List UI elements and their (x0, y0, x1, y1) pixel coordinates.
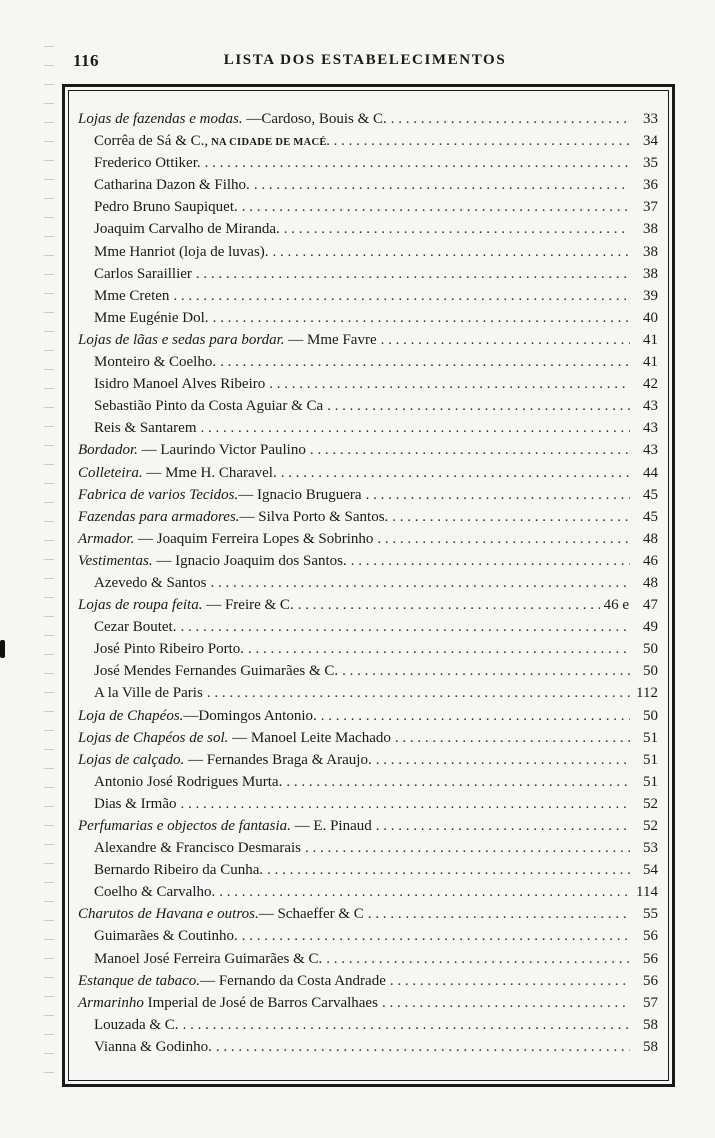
entry-proprietor: Catharina Dazon & Filho. (94, 177, 250, 194)
entry-name (78, 108, 387, 130)
page-reference-value: 50 (643, 707, 658, 724)
page-reference-value: 55 (643, 906, 658, 923)
entry-name (94, 682, 203, 704)
entry-proprietor: — Silva Porto & Santos. (239, 508, 389, 525)
list-item (78, 241, 658, 263)
entry-proprietor: Manoel José Ferreira Guimarães & C. (94, 950, 323, 967)
list-item (78, 881, 658, 903)
entry-name (78, 727, 391, 749)
entry-category: Armador. (78, 530, 135, 547)
entry-name (94, 241, 269, 263)
page-reference (634, 218, 658, 240)
page-reference-value: 42 (643, 376, 658, 393)
entry-name (78, 815, 372, 837)
entry-category: Estanque de tabaco. (78, 972, 201, 989)
list-item (78, 351, 658, 373)
dot-leader (254, 174, 630, 196)
entry-name (94, 925, 238, 947)
entry-name (94, 174, 250, 196)
page-reference-value: 52 (643, 795, 658, 812)
entry-proprietor: José Pinto Ribeiro Porto. (94, 641, 245, 658)
dot-leader (391, 108, 630, 130)
dot-leader (334, 130, 630, 152)
entry-proprietor: —Cardoso, Bouis & C. (242, 111, 387, 127)
dot-leader (342, 660, 630, 682)
entry-proprietor: Dias & Irmão (94, 795, 177, 812)
page-reference (634, 925, 658, 947)
page-reference (634, 462, 658, 484)
dot-leader (305, 837, 630, 859)
page-reference (634, 793, 658, 815)
page-reference (634, 395, 658, 417)
page-reference (634, 970, 658, 992)
entry-proprietor: Antonio José Rodrigues Murta. (94, 773, 283, 790)
page-reference (634, 859, 658, 881)
page-reference-value: 50 (643, 641, 658, 658)
list-item (78, 373, 658, 395)
page-reference-value: 56 (643, 928, 658, 945)
entry-proprietor: — Mme H. Charavel. (142, 464, 277, 481)
page-reference-value: 52 (643, 818, 658, 834)
dot-leader (267, 859, 630, 881)
dot-leader (298, 594, 600, 616)
list-item (78, 771, 658, 793)
entry-category: Lojas de Chapéos de sol. (78, 729, 229, 746)
page-reference-value: 51 (643, 729, 658, 746)
entry-category: Lojas de calçado. (78, 751, 185, 768)
entry-proprietor: — Ignacio Joaquim dos Santos. (152, 552, 347, 569)
page-reference-value: 34 (643, 133, 658, 150)
category-row (78, 528, 658, 550)
entry-name (94, 793, 176, 815)
page-reference-value: 48 (643, 574, 658, 591)
entry-name (94, 859, 263, 881)
entry-proprietor: Bernardo Ribeiro da Cunha. (94, 862, 264, 879)
entry-category: Fazendas para armadores. (78, 508, 240, 525)
entry-proprietor: — Fernando da Costa Andrade (200, 972, 386, 989)
entry-proprietor: Carlos Saraillier (94, 265, 192, 282)
page-reference-value: 112 (636, 685, 658, 702)
category-row (78, 815, 658, 837)
entry-name (94, 196, 238, 218)
page-reference-value: 38 (643, 243, 658, 260)
page-reference (634, 152, 658, 174)
entry-proprietor: Guimarães & Coutinho. (94, 928, 238, 945)
list-item (78, 1036, 658, 1058)
category-row (78, 108, 658, 130)
entry-proprietor: Mme Eugénie Dol. (94, 309, 209, 326)
entry-name (78, 329, 377, 351)
dot-leader (213, 307, 630, 329)
page-reference-value: 54 (643, 862, 658, 879)
entry-name (94, 373, 265, 395)
entry-name (94, 948, 322, 970)
entry-proprietor: Pedro Bruno Saupiquet. (94, 199, 238, 216)
dot-leader (242, 196, 630, 218)
dot-leader (327, 395, 630, 417)
dot-leader (183, 1014, 630, 1036)
entry-name (94, 351, 216, 373)
dot-leader (286, 771, 630, 793)
page-reference (634, 705, 658, 727)
entry-name (78, 970, 386, 992)
entry-category: Perfumarias e objectos de fantasia. (78, 818, 291, 834)
page-reference (634, 771, 658, 793)
entry-proprietor: Mme Creten (94, 287, 170, 304)
dot-leader (368, 903, 630, 925)
category-row (78, 992, 658, 1014)
dot-leader (284, 218, 630, 240)
list-item (78, 616, 658, 638)
list-item (78, 152, 658, 174)
page-reference-value: 58 (643, 1016, 658, 1033)
page-reference-value: 56 (643, 972, 658, 989)
list-item (78, 285, 658, 307)
entry-proprietor: Louzada & C. (94, 1016, 179, 1033)
entry-name (78, 705, 317, 727)
entry-name (94, 263, 192, 285)
page-reference-value: 43 (643, 398, 658, 415)
page-reference-value: 44 (643, 464, 658, 481)
entry-proprietor: — Joaquim Ferreira Lopes & Sobrinho (134, 530, 374, 547)
scan-mark (0, 640, 5, 658)
page-reference (634, 749, 658, 771)
page-reference-value: 50 (643, 663, 658, 680)
page-reference-value: 39 (643, 287, 658, 304)
page-reference (634, 815, 658, 837)
page-reference-value: 47 (643, 597, 658, 614)
page-reference (634, 130, 658, 152)
page-reference (634, 196, 658, 218)
entry-proprietor: Mme Hanriot (loja de luvas). (94, 243, 269, 260)
entry-name (94, 572, 206, 594)
dot-leader (196, 263, 630, 285)
list-item (78, 417, 658, 439)
dot-leader (381, 329, 630, 351)
page-reference-value: 41 (643, 331, 658, 348)
entry-proprietor: Sebastião Pinto da Costa Aguiar & Ca (94, 398, 324, 415)
page-reference (634, 351, 658, 373)
entry-proprietor: — Freire & C. (202, 597, 294, 614)
entry-proprietor: — Mme Favre (284, 331, 377, 348)
entry-name (94, 285, 169, 307)
entry-category: Bordador. (78, 442, 138, 459)
entry-proprietor: — Manoel Leite Machado (228, 729, 391, 746)
page-reference (634, 837, 658, 859)
entry-category: Fabrica de varios Tecidos. (78, 486, 239, 503)
page-reference (634, 1014, 658, 1036)
dot-leader (351, 550, 630, 572)
dot-leader (216, 1036, 630, 1058)
entry-name (94, 417, 196, 439)
entry-category: Armarinho (78, 994, 144, 1011)
entry-name (94, 660, 338, 682)
entry-proprietor: — Fernandes Braga & Araujo. (184, 751, 372, 768)
dot-leader (376, 749, 630, 771)
page-reference-value: 45 (643, 508, 658, 525)
page-reference-value: 49 (643, 619, 658, 636)
page-reference (634, 616, 658, 638)
list-item (78, 218, 658, 240)
entry-proprietor: —Domingos Antonio. (183, 707, 317, 724)
dot-leader (173, 285, 630, 307)
page-reference-value: 57 (643, 994, 658, 1011)
page-reference-value: 43 (643, 420, 658, 437)
page-reference-value: 36 (643, 177, 658, 194)
list-item (78, 196, 658, 218)
entry-note: NA CIDADE DE MACÉ. (208, 137, 330, 149)
page-reference-value: 37 (643, 199, 658, 216)
category-row (78, 903, 658, 925)
dot-leader (210, 572, 630, 594)
dot-leader (269, 373, 630, 395)
dot-leader (390, 970, 630, 992)
dot-leader (207, 682, 630, 704)
category-row (78, 462, 658, 484)
page-reference (634, 263, 658, 285)
entry-name (94, 837, 301, 859)
entry-proprietor: Imperial de José de Barros Carvalhaes (143, 994, 378, 1011)
entry-name (78, 749, 372, 771)
scan-edge-marks (4, 40, 54, 1090)
entry-name (94, 395, 323, 417)
entry-category: Vestimentas. (78, 552, 153, 569)
list-item (78, 638, 658, 660)
category-row (78, 970, 658, 992)
entry-name (78, 462, 277, 484)
entry-proprietor: — E. Pinaud (290, 818, 372, 834)
page-reference (634, 992, 658, 1014)
entry-category: Lojas de roupa feita. (78, 597, 203, 614)
entry-name (94, 638, 244, 660)
entry-proprietor: José Mendes Fernandes Guimarães & C. (94, 663, 339, 680)
entry-proprietor: Corrêa de Sá & C., (94, 133, 209, 150)
dot-leader (248, 638, 630, 660)
page-reference (634, 241, 658, 263)
entry-name (94, 152, 201, 174)
page-reference (634, 484, 658, 506)
page-reference (634, 660, 658, 682)
page-reference (634, 108, 658, 130)
page-reference-value: 51 (643, 773, 658, 790)
entry-category: Loja de Chapéos. (78, 707, 184, 724)
category-row (78, 439, 658, 461)
page-reference (634, 550, 658, 572)
category-row (78, 727, 658, 749)
page-reference (634, 881, 658, 903)
entry-proprietor: — Schaeffer & C (258, 906, 364, 923)
entry-category: Lojas de lãas e sedas para bordar. (78, 331, 285, 348)
entry-proprietor: — Laurindo Victor Paulino (137, 442, 306, 459)
entry-name (78, 594, 294, 616)
entry-proprietor: Joaquim Carvalho de Miranda. (94, 221, 280, 238)
page-reference-value: 41 (643, 354, 658, 371)
dot-leader (395, 727, 630, 749)
entry-name (78, 506, 388, 528)
dot-leader (392, 506, 630, 528)
list-item (78, 859, 658, 881)
dot-leader (310, 439, 630, 461)
entry-name (94, 616, 176, 638)
dot-leader (220, 351, 630, 373)
entry-name (94, 771, 282, 793)
list-item (78, 837, 658, 859)
page-reference (634, 174, 658, 196)
entry-name (94, 130, 330, 154)
page-number: 116 (73, 51, 100, 70)
list-item (78, 948, 658, 970)
list-item (78, 793, 658, 815)
page-reference (634, 528, 658, 550)
page-reference (634, 948, 658, 970)
entry-name (78, 439, 306, 461)
page-reference (634, 417, 658, 439)
list-item (78, 682, 658, 704)
entry-proprietor: Alexandre & Francisco Desmarais (94, 840, 302, 857)
list-item (78, 130, 658, 152)
dot-leader (382, 992, 630, 1014)
list-item (78, 660, 658, 682)
entry-proprietor: A la Ville de Paris (94, 685, 203, 702)
page-reference-value: 58 (643, 1038, 658, 1055)
list-item (78, 174, 658, 196)
page-reference (634, 682, 658, 704)
page-reference (634, 329, 658, 351)
entry-category: Charutos de Havana e outros. (78, 906, 259, 923)
entry-name (78, 992, 378, 1014)
dot-leader (326, 948, 630, 970)
page-reference (634, 373, 658, 395)
page-reference (604, 594, 658, 616)
entry-name (78, 484, 362, 506)
page-reference-value: 33 (643, 111, 658, 127)
entry-proprietor: Coelho & Carvalho. (94, 884, 216, 901)
entry-proprietor: Reis & Santarem (94, 420, 197, 437)
page-reference-value: 114 (636, 884, 658, 901)
dot-leader (281, 462, 630, 484)
page-reference-value: 38 (643, 221, 658, 238)
page-reference (634, 307, 658, 329)
dot-leader (366, 484, 630, 506)
page-reference (634, 439, 658, 461)
dot-leader (180, 793, 630, 815)
running-head-title: LISTA DOS ESTABELECIMENTOS (223, 52, 507, 68)
category-row (78, 484, 658, 506)
list-item (78, 1014, 658, 1036)
list-item (78, 572, 658, 594)
page-reference-value: 43 (643, 442, 658, 459)
page-reference (634, 1036, 658, 1058)
dot-leader (321, 705, 630, 727)
category-row (78, 594, 658, 616)
entry-proprietor: Vianna & Godinho. (94, 1038, 212, 1055)
page-reference-value: 45 (643, 486, 658, 503)
entry-name (94, 881, 215, 903)
list-item (78, 263, 658, 285)
page-reference-value: 40 (643, 309, 658, 326)
dot-leader (376, 815, 630, 837)
page-reference-value: 51 (643, 751, 658, 768)
category-row (78, 329, 658, 351)
page-reference (634, 285, 658, 307)
category-row (78, 705, 658, 727)
establishment-list (78, 108, 658, 1058)
dot-leader (242, 925, 630, 947)
entry-category: Colleteira. (78, 464, 143, 481)
dot-leader (273, 241, 630, 263)
entry-proprietor: Cezar Boutet. (94, 619, 177, 636)
entry-name (94, 1036, 212, 1058)
entry-name (94, 307, 209, 329)
page-reference (634, 903, 658, 925)
list-item (78, 395, 658, 417)
page-reference-value: 38 (643, 265, 658, 282)
list-item (78, 925, 658, 947)
page-reference-value: 46 (643, 552, 658, 569)
dot-leader (180, 616, 630, 638)
entry-proprietor: Azevedo & Santos (94, 574, 207, 591)
page-reference-value: 53 (643, 840, 658, 857)
list-item (78, 307, 658, 329)
page-reference-value: 48 (643, 530, 658, 547)
page-reference (634, 506, 658, 528)
page-reference (634, 572, 658, 594)
page-reference-value: 56 (643, 950, 658, 967)
dot-leader (219, 881, 630, 903)
entry-name (78, 528, 373, 550)
page-reference (634, 727, 658, 749)
dot-leader (200, 417, 630, 439)
entry-name (78, 903, 364, 925)
dot-leader (377, 528, 630, 550)
category-row (78, 506, 658, 528)
entry-proprietor: Monteiro & Coelho. (94, 354, 217, 371)
entry-name (94, 218, 280, 240)
page-reference-prefix: 46 e (603, 597, 629, 614)
entry-category: Lojas de fazendas e modas. (78, 111, 243, 127)
dot-leader (205, 152, 630, 174)
page-reference-value: 35 (643, 155, 658, 172)
entry-proprietor: Isidro Manoel Alves Ribeiro (94, 376, 266, 393)
entry-name (78, 550, 347, 572)
entry-name (94, 1014, 179, 1036)
category-row (78, 749, 658, 771)
page-reference (634, 638, 658, 660)
entry-proprietor: Frederico Ottiker. (94, 155, 201, 172)
category-row (78, 550, 658, 572)
entry-proprietor: — Ignacio Bruguera (238, 486, 362, 503)
